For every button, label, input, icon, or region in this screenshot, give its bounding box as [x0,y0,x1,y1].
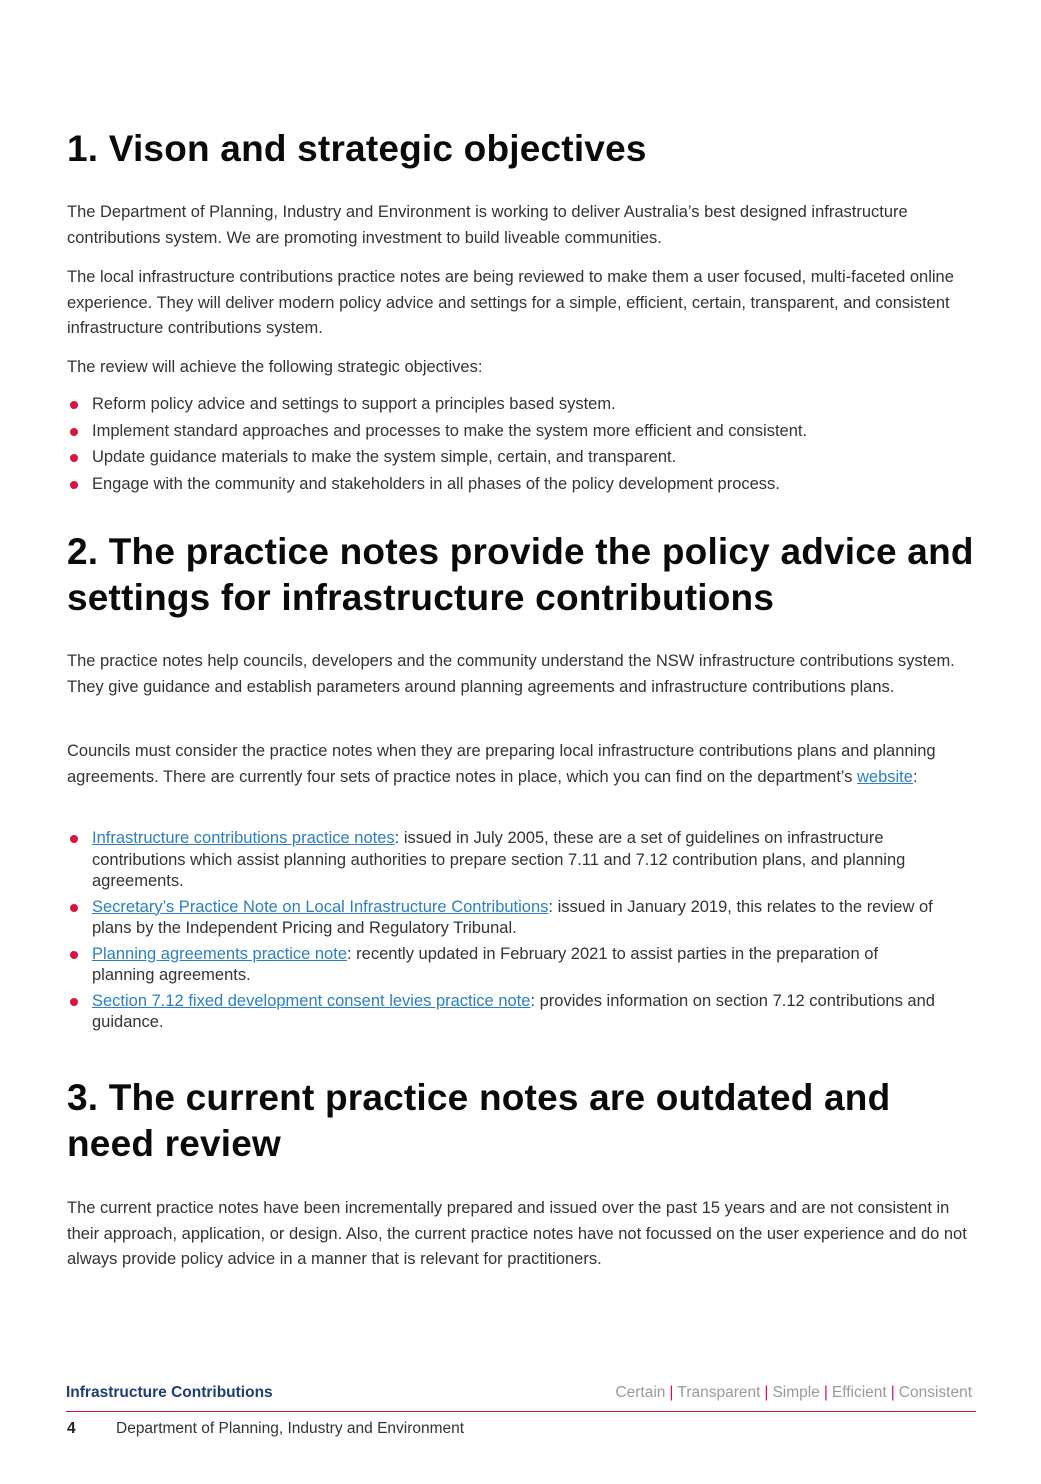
list-item: Section 7.12 fixed development consent levies practice note: provides information on section 7.12 contributions and guidance. [67,991,942,1034]
separator: | [669,1384,674,1401]
bullet-icon [70,428,78,436]
list-item: Reform policy advice and settings to support a principles based system. [67,394,977,416]
section-3-heading: 3. The current practice notes are outdated and need review [67,1077,891,1164]
section-1-para-1: The Department of Planning, Industry and Environment is working to deliver Australia’s best designed infrastructure contributions system. We are promoting investment to build liveable communities. [67,203,908,247]
list-item: Update guidance materials to make the system simple, certain, and transparent. [67,447,977,469]
value-efficient: Efficient [831,1384,887,1401]
value-transparent: Transparent [677,1384,761,1401]
planning-agreements-practice-note-link[interactable]: Planning agreements practice note [92,944,347,963]
separator: | [890,1384,895,1401]
value-simple: Simple [772,1384,820,1401]
footer-divider [66,1411,976,1412]
value-certain: Certain [615,1384,666,1401]
value-consistent: Consistent [898,1384,972,1401]
section-3-para-1: The current practice notes have been incrementally prepared and issued over the past 15 years and are not consistent in their approach, application, or design. Also, the current practice notes have not focussed on the user experience and do not always provide policy advice in a manner that is relevant for practitioners. [67,1199,967,1268]
footer [66,1384,976,1444]
bullet-icon [70,998,78,1006]
bullet-icon [70,951,78,959]
section-2-para-1: The practice notes help councils, developers and the community understand the NSW infrastructure contributions system. They give guidance and establish parameters around planning agreements and infrastructure contributions plans. [67,652,955,696]
bullet-icon [70,835,78,843]
list-item: Engage with the community and stakeholders in all phases of the policy development process. [67,474,977,496]
separator: | [764,1384,769,1401]
bullet-icon [70,481,78,489]
footer-brand: Infrastructure Contributions [66,1384,273,1401]
infrastructure-contributions-practice-notes-link[interactable]: Infrastructure contributions practice notes [92,829,395,847]
practice-notes-list [67,828,942,1034]
separator: | [823,1384,828,1401]
section-7-12-practice-note-link[interactable]: Section 7.12 fixed development consent levies practice note [92,991,531,1010]
objectives-list [67,394,977,495]
section-1-heading: 1. Vison and strategic objectives [67,128,647,169]
section-2-para-2: Councils must consider the practice notes when they are preparing local infrastructure contributions plans and planning agreements. There are currently four sets of practice notes in place, which you can find on the department’s website: [67,742,936,786]
section-2-heading: 2. The practice notes provide the policy advice and settings for infrastructure contributions [67,531,974,618]
bullet-icon [70,401,78,409]
bullet-icon [70,454,78,462]
footer-values [615,1384,972,1402]
section-1-para-2: The local infrastructure contributions practice notes are being reviewed to make them a user focused, multi-faceted online experience. They will deliver modern policy advice and settings for a simple, efficient, certain, transparent, and consistent infrastructure contributions system. [67,268,954,337]
bullet-icon [70,904,78,912]
page-number: 4 [67,1420,76,1437]
footer-department: Department of Planning, Industry and Environment [116,1420,465,1437]
section-1-para-3: The review will achieve the following strategic objectives: [67,358,483,376]
secretarys-practice-note-link[interactable]: Secretary’s Practice Note on Local Infrastructure Contributions [92,897,549,916]
list-item: Planning agreements practice note: recently updated in February 2021 to assist parties in the preparation of planning agreements. [67,944,942,987]
list-item: Implement standard approaches and processes to make the system more efficient and consistent. [67,421,977,443]
website-link[interactable]: website [857,767,913,786]
list-item: Secretary’s Practice Note on Local Infrastructure Contributions: issued in January 2019, this relates to the review of plans by the Independent Pricing and Regulatory Tribunal. [67,897,942,940]
list-item: Infrastructure contributions practice notes: issued in July 2005, these are a set of guidelines on infrastructure contributions which assist planning authorities to prepare section 7.11 and 7.12 contribution plans, and planning agreements. [67,828,942,893]
